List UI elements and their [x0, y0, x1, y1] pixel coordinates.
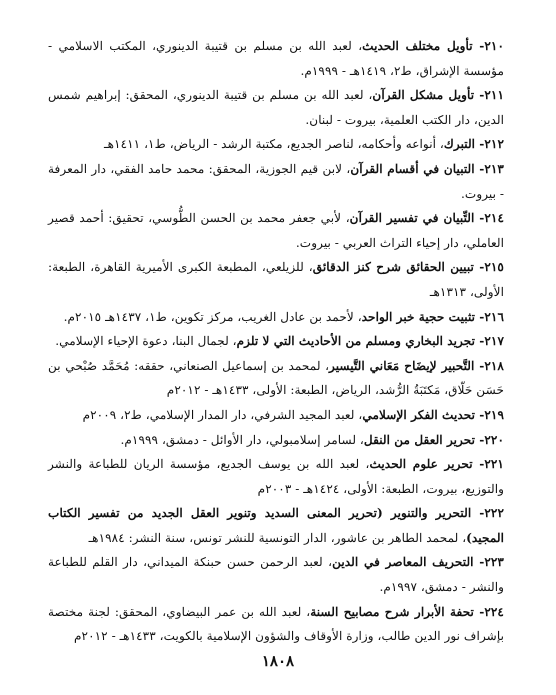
entry-number: ٢١٧ — [484, 334, 504, 349]
bibliography-entry: ٢١١- تأويل مشكل القرآن، لعبد الله بن مسلم بن قتيبة الدينوري، المحقق: إبراهيم شمس الدين، دار الكتب العلمية، بيروت - لبنان. — [48, 88, 504, 127]
entry-number: ٢٢١ — [484, 457, 504, 472]
entry-title: التبيان في أقسام القرآن — [350, 161, 475, 176]
entry-title: تحديث الفكر الإسلامي — [362, 407, 476, 422]
entry-details: ، للزيلعي، المطبعة الكبرى الأميرية القاهرة، الطبعة: الأولى، ١٣١٣هـ — [48, 260, 504, 299]
entry-number: ٢١٤ — [484, 211, 504, 226]
entry-details: ، لمحمد بن إسماعيل الصنعاني، حققه: مُحَمَّد صُبْحي بن حَسَن حَلّاق، مَكتَبَةُ الرُّشد، الرياض، الطبعة: الأولى، ١٤٣٣هـ - ٢٠١٢م — [48, 358, 504, 398]
entry-title: تأويل مشكل القرآن — [372, 88, 475, 103]
entry-title: التبرك — [443, 137, 476, 152]
bibliography-entry: ٢١٨- التَّحبير لإيضَاح مَعَاني التَّيسير، لمحمد بن إسماعيل الصنعاني، حققه: مُحَمَّد صُبْحي بن حَسَن حَلّاق، مَكتَبَةُ الرُّشد، الرياض، الطبعة: الأولى، ١٤٣٣هـ - ٢٠١٢م — [48, 358, 504, 398]
entry-title: التِّبيان في تفسير القرآن — [349, 211, 475, 226]
bibliography-entry: ٢٢٣- التحريف المعاصر في الدين، لعبد الرحمن حسن حبنكة الميداني، دار القلم للطباعة والنشر - دمشق، ١٩٩٧م. — [48, 555, 504, 595]
bibliography-entry: ٢١٤- التِّبيان في تفسير القرآن، لأبي جعفر محمد بن الحسن الطُّوسي، تحقيق: أحمد قصير العاملي، دار إحياء التراث العربي - بيروت. — [48, 211, 504, 250]
bibliography-entry: ٢١٢- التبرك، أنواعه وأحكامه، لناصر الجديع، مكتبة الرشد - الرياض، ط١، ١٤١١هـ — [104, 137, 504, 152]
entry-details: ، لعبد الله بن عمر البيضاوي، المحقق: لجنة مختصة بإشراف نور الدين طالب، وزارة الأوقاف والشؤون الإسلامية بالكويت، ١٤٣٣هـ - ٢٠١٢م — [48, 604, 504, 644]
entry-details: ، لأبي جعفر محمد بن الحسن الطُّوسي، تحقيق: أحمد قصير العاملي، دار إحياء التراث العربي - بيروت. — [48, 211, 504, 250]
entry-details: ، لعبد الله بن يوسف الجديع، مؤسسة الريان للطباعة والنشر والتوزيع، بيروت، الطبعة: الأولى، ١٤٢٤هـ - ٢٠٠٣م — [48, 457, 504, 496]
entry-title: تأويل مختلف الحديث — [362, 39, 473, 53]
entry-details: ، لعبد المجيد الشرفي، دار المدار الإسلامي، ط٢، ٢٠٠٩م — [82, 407, 363, 422]
entry-title: تثبيت حجية خبر الواحد — [361, 309, 476, 324]
entry-number: ٢١٥ — [484, 260, 504, 275]
entry-title: التحرير والتنوير (تحرير المعنى السديد وتنوير العقل الجديد من تفسير الكتاب المجيد) — [48, 506, 504, 545]
bibliography-entry: ٢٢٢- التحرير والتنوير (تحرير المعنى السديد وتنوير العقل الجديد من تفسير الكتاب المجيد)، لمحمد الطاهر بن عاشور، الدار التونسية للنشر تونس، سنة النشر: ١٩٨٤هـ — [48, 506, 505, 545]
entry-number: ٢١٣ — [484, 161, 504, 176]
entry-title: التحريف المعاصر في الدين — [332, 555, 474, 570]
entry-number: ٢٢٤ — [484, 604, 504, 619]
entry-details: ، لعبد الله بن مسلم بن قتيبة الدينوري، المحقق: إبراهيم شمس الدين، دار الكتب العلمية، بيروت - لبنان. — [48, 88, 504, 127]
entry-title: تحرير علوم الحديث — [369, 457, 473, 472]
bibliography-entry: ٢١٣- التبيان في أقسام القرآن، لابن قيم الجوزية، المحقق: محمد حامد الفقي، دار المعرفة - بيروت. — [48, 161, 504, 201]
entry-title: تحفة الأبرار شرح مصابيح السنة — [310, 604, 474, 619]
entry-number: ٢١٩ — [484, 407, 504, 422]
bibliography-entry: ٢١٩- تحديث الفكر الإسلامي، لعبد المجيد الشرفي، دار المدار الإسلامي، ط٢، ٢٠٠٩م — [82, 407, 504, 422]
bibliography-entry: ٢١٥- تبيين الحقائق شرح كنز الدقائق، للزيلعي، المطبعة الكبرى الأميرية القاهرة، الطبعة: الأولى، ١٣١٣هـ — [48, 260, 504, 299]
entry-number: ٢١١ — [484, 88, 504, 103]
entry-details: ، لعبد الرحمن حسن حبنكة الميداني، دار القلم للطباعة والنشر - دمشق، ١٩٩٧م. — [48, 555, 504, 595]
bibliography-entry: ٢٢٠- تحرير العقل من النقل، لسامر إسلامبولي، دار الأوائل - دمشق، ١٩٩٩م. — [120, 432, 504, 447]
entry-number: ٢١٦ — [484, 309, 504, 324]
entry-number: ٢٢٠ — [484, 432, 504, 447]
entry-number: ٢١٠ — [484, 39, 505, 53]
bibliography-entry: ٢١٠- تأويل مختلف الحديث، لعبد الله بن مسلم بن قتيبة الدينوري، المكتب الاسلامي - مؤسسة الإشراق، ط٢، ١٤١٩هـ - ١٩٩٩م. — [48, 39, 505, 78]
entry-number: ٢٢٢ — [484, 506, 505, 521]
entry-title: تجريد البخاري ومسلم من الأحاديث التي لا تلزم — [236, 334, 476, 349]
entry-number: ٢١٨ — [484, 358, 504, 373]
entry-number: ٢٢٣ — [484, 555, 504, 570]
bibliography-list — [48, 34, 504, 649]
entry-title: التَّحبير لإيضَاح مَعَاني التَّيسير — [329, 358, 475, 373]
entry-number: ٢١٢ — [484, 137, 504, 152]
bibliography-entry: ٢٢١- تحرير علوم الحديث، لعبد الله بن يوسف الجديع، مؤسسة الريان للطباعة والنشر والتوزيع، بيروت، الطبعة: الأولى، ١٤٢٤هـ - ٢٠٠٣م — [48, 457, 504, 496]
entry-details: ، أنواعه وأحكامه، لناصر الجديع، مكتبة الرشد - الرياض، ط١، ١٤١١هـ — [104, 137, 444, 152]
entry-details: ، لسامر إسلامبولي، دار الأوائل - دمشق، ١٩٩٩م. — [120, 432, 364, 447]
entry-details: ، لمحمد الطاهر بن عاشور، الدار التونسية للنشر تونس، سنة النشر: ١٩٨٤هـ — [88, 530, 467, 545]
entry-details: ، لعبد الله بن مسلم بن قتيبة الدينوري، المكتب الاسلامي - مؤسسة الإشراق، ط٢، ١٤١٩هـ - ١٩٩٩م. — [48, 39, 504, 78]
entry-details: ، لابن قيم الجوزية، المحقق: محمد حامد الفقي، دار المعرفة - بيروت. — [48, 161, 504, 201]
bibliography-entry: ٢٢٤- تحفة الأبرار شرح مصابيح السنة، لعبد الله بن عمر البيضاوي، المحقق: لجنة مختصة بإشراف نور الدين طالب، وزارة الأوقاف والشؤون الإسلامية بالكويت، ١٤٣٣هـ - ٢٠١٢م — [48, 604, 504, 644]
bibliography-entry: ٢١٧- تجريد البخاري ومسلم من الأحاديث التي لا تلزم، لجمال البنا، دعوة الإحياء الإسلامي. — [55, 334, 504, 349]
page-number: ١٨٠٨ — [261, 652, 295, 670]
bibliography-entry: ٢١٦- تثبيت حجية خبر الواحد، لأحمد بن عادل الغريب، مركز تكوين، ط١، ١٤٣٧هـ ٢٠١٥م. — [63, 309, 504, 324]
entry-details: ، لأحمد بن عادل الغريب، مركز تكوين، ط١، ١٤٣٧هـ ٢٠١٥م. — [63, 309, 362, 324]
entry-title: تحرير العقل من النقل — [363, 432, 476, 447]
entry-details: ، لجمال البنا، دعوة الإحياء الإسلامي. — [55, 334, 237, 349]
entry-title: تبيين الحقائق شرح كنز الدقائق — [312, 260, 474, 275]
